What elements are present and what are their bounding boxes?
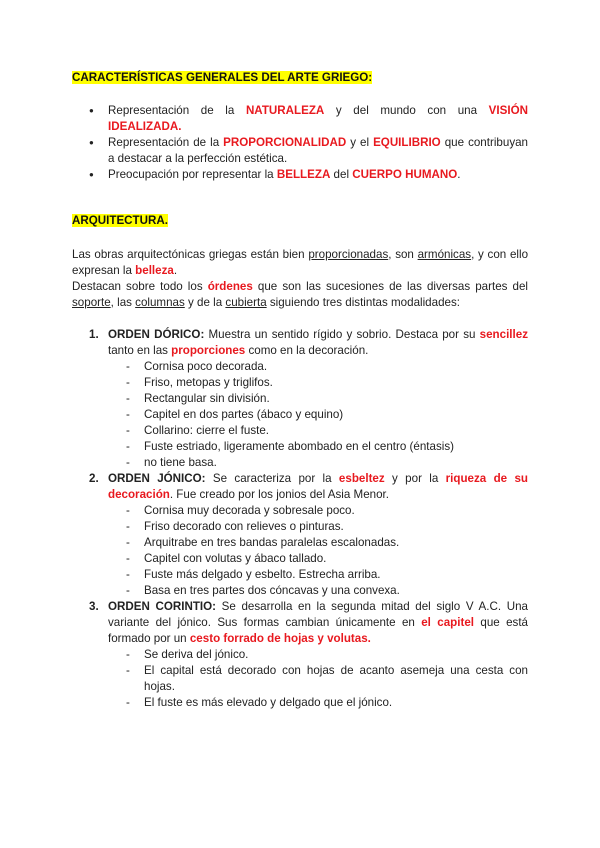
text: . — [457, 168, 461, 181]
text: siguiendo tres distintas modalidades: — [266, 296, 460, 309]
list-item: - Cornisa poco decorada. — [108, 359, 528, 375]
list-item: - Collarino: cierre el fuste. — [108, 423, 528, 439]
emphasis: NATURALEZA — [245, 104, 325, 117]
emphasis: belleza — [135, 264, 174, 277]
text: Destacan sobre todo los — [72, 280, 208, 293]
underlined-term: soporte — [72, 296, 111, 309]
text: que contribuyan a destacar a la perfección estética. — [108, 136, 529, 165]
emphasis: PROPORCIONALIDAD — [223, 136, 347, 149]
ionic-features — [108, 503, 528, 599]
list-item: - Capitel con volutas y ábaco tallado. — [108, 551, 528, 567]
order-ionic — [72, 471, 528, 599]
list-item: - Fuste estriado, ligeramente abombado en el centro (éntasis) — [108, 439, 528, 455]
list-item: - Basa en tres partes dos cóncavas y una convexa. — [108, 583, 528, 599]
text: y del mundo con una — [324, 104, 489, 117]
highlighted-heading: CARACTERÍSTICAS GENERALES DEL ARTE GRIEGO: — [72, 71, 373, 84]
list-item: - El fuste es más elevado y delgado que el jónico. — [108, 695, 528, 711]
list-item: - Cornisa muy decorada y sobresale poco. — [108, 503, 528, 519]
list-item: - Rectangular sin división. — [108, 391, 528, 407]
list-item: - Capitel en dos partes (ábaco y equino) — [108, 407, 528, 423]
text: Se desarrolla en la segunda mitad del siglo V A.C. Una variante del jónico. Sus formas cambian únicamente en — [108, 600, 528, 629]
text: . — [173, 264, 178, 277]
heading-general-characteristics — [72, 71, 372, 84]
heading-architecture — [72, 214, 168, 227]
text: del — [330, 168, 353, 181]
paragraph-orders — [72, 279, 528, 311]
underlined-term: cubierta — [225, 296, 267, 309]
list-item: - Arquitrabe en tres bandas paralelas escalonadas. — [108, 535, 528, 551]
emphasis: cesto forrado de hojas y volutas. — [189, 632, 371, 645]
list-item: - Friso, metopas y triglifos. — [108, 375, 528, 391]
highlighted-heading: ARQUITECTURA. — [72, 214, 168, 227]
orders-list — [72, 327, 528, 711]
emphasis: órdenes — [207, 280, 253, 293]
underlined-term: armónicas — [417, 248, 472, 261]
text: , son — [388, 248, 418, 261]
list-number: 2. — [89, 472, 99, 485]
emphasis: el capitel — [421, 616, 474, 629]
order-title: ORDEN JÓNICO: — [108, 472, 206, 485]
list-item — [72, 135, 528, 167]
emphasis: proporciones — [171, 344, 246, 357]
emphasis: sencillez — [479, 328, 528, 341]
text: . Fue creado por los jonios del Asia Menor. — [169, 488, 389, 501]
text: Muestra un sentido rígido y sobrio. Destaca por su — [204, 328, 480, 341]
list-item: - Se deriva del jónico. — [108, 647, 528, 663]
text: , y con ello expresan la — [72, 248, 529, 277]
list-item: - Fuste más delgado y esbelto. Estrecha arriba. — [108, 567, 528, 583]
underlined-term: columnas — [135, 296, 185, 309]
list-item — [72, 167, 528, 183]
list-number: 1. — [89, 328, 99, 341]
doric-features — [108, 359, 528, 471]
text: y de la — [184, 296, 226, 309]
characteristics-list — [72, 103, 528, 183]
order-title: ORDEN DÓRICO: — [108, 328, 205, 341]
emphasis: CUERPO HUMANO — [352, 168, 458, 181]
text: y por la — [384, 472, 446, 485]
emphasis: BELLEZA — [276, 168, 331, 181]
emphasis: esbeltez — [338, 472, 385, 485]
text: que está formado por un — [108, 616, 528, 645]
text: que son las sucesiones de las diversas partes del — [252, 280, 528, 293]
paragraph-intro — [72, 247, 528, 279]
text: tanto en las — [108, 344, 172, 357]
text: como en la decoración. — [245, 344, 369, 357]
order-doric — [72, 327, 528, 471]
list-item: - El capital está decorado con hojas de acanto asemeja una cesta con hojas. — [108, 663, 528, 695]
text: Representación de la — [108, 104, 246, 117]
list-number: 3. — [89, 600, 99, 613]
text: , las — [110, 296, 136, 309]
text: Se caracteriza por la — [205, 472, 339, 485]
corinthian-features — [108, 647, 528, 711]
emphasis: VISIÓN IDEALIZADA. — [108, 104, 528, 133]
list-item: - Friso decorado con relieves o pinturas. — [108, 519, 528, 535]
list-item: - no tiene basa. — [108, 455, 528, 471]
emphasis: EQUILIBRIO — [373, 136, 441, 149]
order-title: ORDEN CORINTIO: — [108, 600, 217, 613]
list-item — [72, 103, 528, 135]
text: Preocupación por representar la — [108, 168, 277, 181]
order-corinthian — [72, 599, 528, 711]
underlined-term: proporcionadas — [308, 248, 389, 261]
text: Las obras arquitectónicas griegas están bien — [72, 248, 309, 261]
text: y el — [346, 136, 374, 149]
text: Representación de la — [108, 136, 224, 149]
emphasis: riqueza de su decoración — [108, 472, 528, 501]
